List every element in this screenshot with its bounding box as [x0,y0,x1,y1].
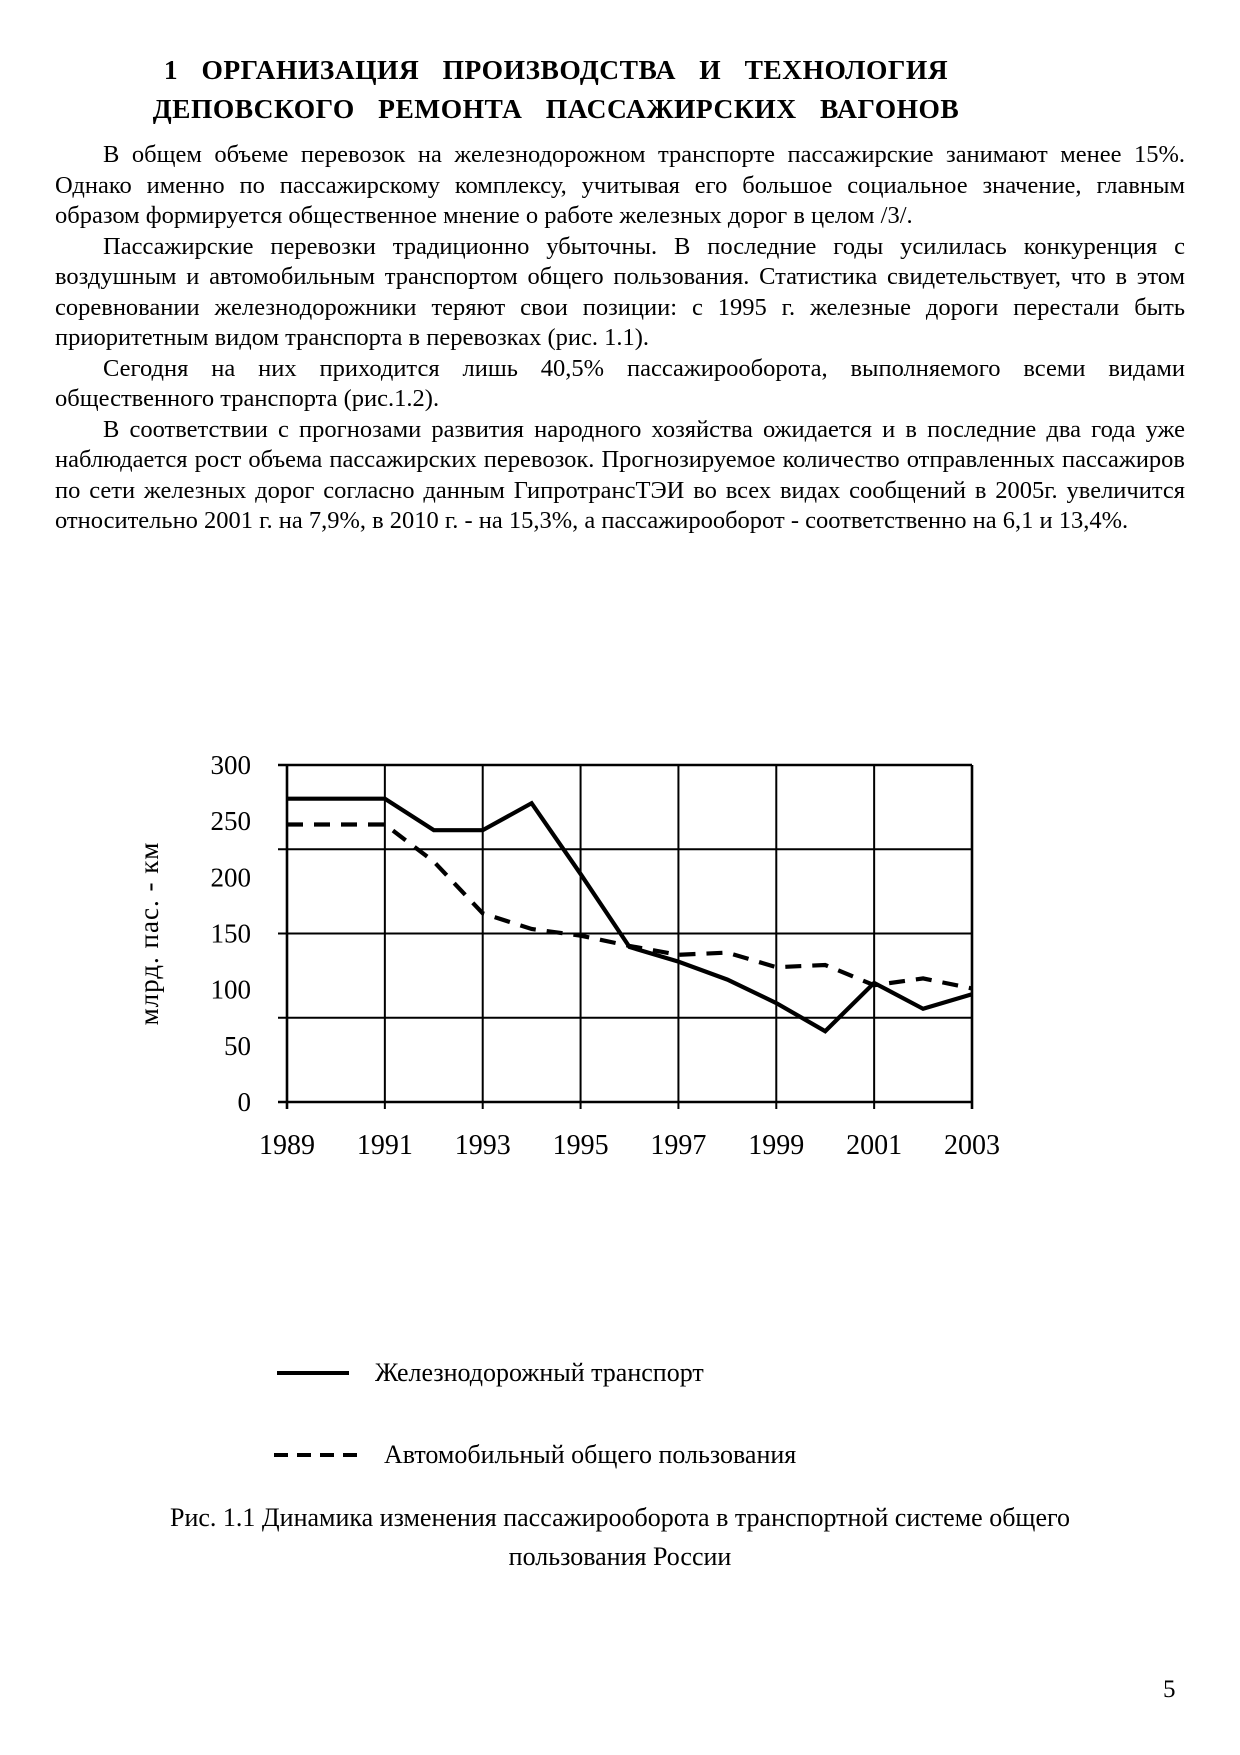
y-tick-label-200: 200 [210,862,251,893]
x-tick-label-2001: 2001 [846,1130,903,1161]
caption-line-2: пользования России [508,1542,732,1571]
legend-item-automobile [274,1440,796,1470]
paragraph-4: В соответствии с прогнозами развития народного хозяйства ожидается и в последние два года уже наблюдается рост объема пассажирских перевозок. Прогнозируемое количество отправленных пассажиров по сети железных дорог согласно данным ГипротрансТЭИ во всех видах сообщений в 2005г. увеличится относительно 2001 г. на 7,9%, в 2010 г. - на 15,3%, а пассажирооборот - соответственно на 6,1 и 13,4%. [55,415,1185,534]
heading-line-2: ДЕПОВСКОГО РЕМОНТА ПАССАЖИРСКИХ ВАГОНОВ [152,93,960,124]
solid-line-swatch [277,1371,349,1376]
y-tick-label-100: 100 [210,974,251,1005]
body-text [55,140,1185,537]
paragraph-3: Сегодня на них приходится лишь 40,5% пассажирооборота, выполняемого всеми видами общественного транспорта (рис.1.2). [55,354,1185,412]
x-tick-label-1999: 1999 [748,1130,805,1161]
paragraph-1: В общем объеме перевозок на железнодорожном транспорте пассажирские занимают менее 15%. Однако именно по пассажирскому комплексу, учитывая его большое социальное значение, главным образом формируется общественное мнение о работе железных дорог в целом /3/. [55,141,1185,229]
x-tick-label-1997: 1997 [650,1130,707,1161]
passenger-turnover-line-chart [100,655,1040,1185]
x-tick-label-1989: 1989 [259,1130,315,1161]
series-line-railway [287,799,972,1031]
y-tick-label-0: 0 [237,1087,251,1117]
legend-label-railway: Железнодорожный транспорт [375,1358,704,1387]
x-tick-label-1993: 1993 [454,1130,511,1161]
paragraph-2: Пассажирские перевозки традиционно убыточны. В последние годы усилилась конкуренция с воздушным и автомобильным транспортом общего пользования. Статистика свидетельствует, что в этом соревновании железнодорожники теряют свои позиции: с 1995 г. железные дороги перестали быть приоритетным видом транспорта в перевозках (рис. 1.1). [55,232,1185,351]
figure-caption [0,1498,1240,1576]
x-tick-label-2003: 2003 [944,1130,1000,1161]
y-tick-label-300: 300 [210,750,251,780]
y-tick-label-150: 150 [210,918,251,949]
page-number: 5 [1163,1676,1176,1703]
dashed-line-swatch [274,1453,358,1458]
x-tick-label-1991: 1991 [356,1130,413,1161]
y-tick-label-50: 50 [224,1030,251,1061]
legend-label-automobile: Автомобильный общего пользования [384,1440,797,1469]
heading-line-1: 1 ОРГАНИЗАЦИЯ ПРОИЗВОДСТВА И ТЕХНОЛОГИЯ [163,54,949,85]
legend-item-railway [277,1358,704,1388]
x-tick-label-1995: 1995 [552,1130,609,1161]
y-axis-title: млрд. пас. - км [134,841,164,1026]
section-heading [0,50,1112,128]
caption-line-1: Рис. 1.1 Динамика изменения пассажирооборота в транспортной системе общего [170,1503,1070,1532]
y-tick-label-250: 250 [210,806,251,837]
